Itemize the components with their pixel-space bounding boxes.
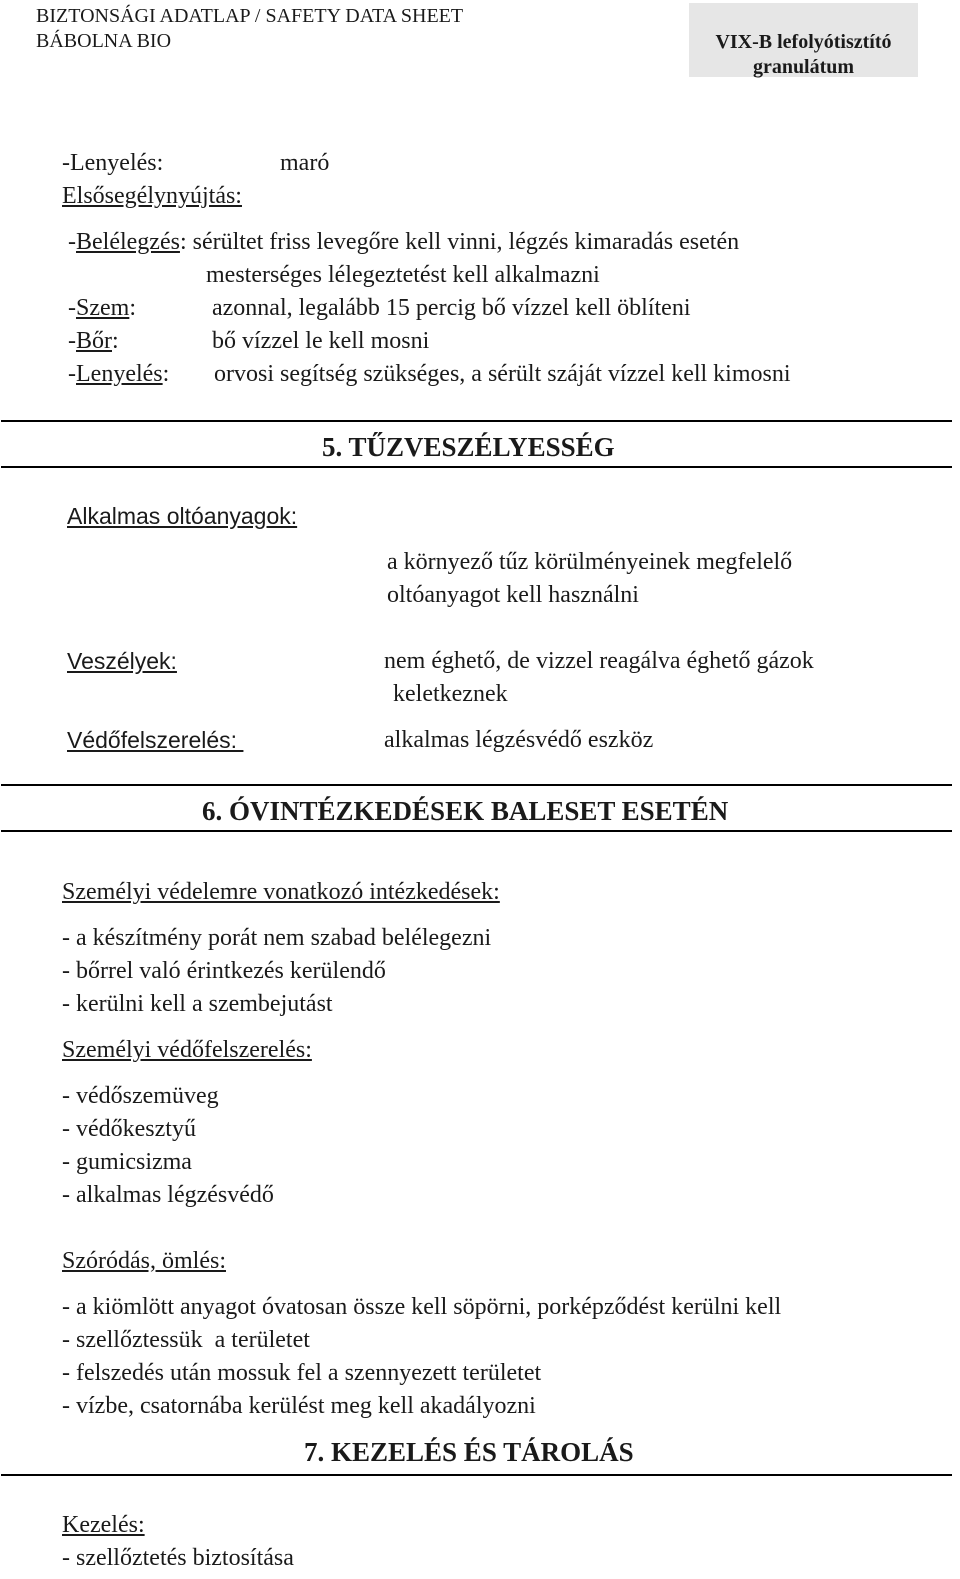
ingestion-label: -Lenyelés:: [62, 150, 164, 176]
ppe-label: Személyi védőfelszerelés:: [62, 1037, 312, 1063]
section-divider-bottom: [1, 830, 952, 832]
list-item: - alkalmas légzésvédő: [62, 1182, 274, 1208]
section-divider: [1, 1474, 952, 1476]
list-item: - felszedés után mossuk fel a szennyezett területet: [62, 1360, 542, 1386]
inhalation-prefix: -: [68, 229, 76, 255]
protection-value: alkalmas légzésvédő eszköz: [384, 727, 654, 753]
swallow-label-text: Lenyelés: [76, 361, 163, 387]
document-header-title: BIZTONSÁGI ADATLAP / SAFETY DATA SHEET: [36, 5, 464, 27]
protection-label: Védőfelszerelés:: [67, 727, 244, 753]
hazards-value-2: keletkeznek: [393, 681, 508, 707]
section-7-title: 7. KEZELÉS ÉS TÁROLÁS: [304, 1437, 634, 1467]
product-name-line1: VIX-B lefolyótisztító: [715, 31, 892, 53]
inhalation-label: Belélegzés: [76, 229, 180, 255]
eye-value: azonnal, legalább 15 percig bő vízzel kell öblíteni: [212, 295, 691, 321]
section-divider-bottom: [1, 466, 952, 468]
swallow-colon: :: [162, 361, 170, 387]
list-item: - szellőztessük a területet: [62, 1327, 310, 1353]
inhalation-value: : sérültet friss levegőre kell vinni, légzés kimaradás esetén: [179, 229, 740, 255]
spill-label: Szóródás, ömlés:: [62, 1248, 226, 1274]
inhalation-value-cont: mesterséges lélegeztetést kell alkalmazni: [206, 262, 600, 288]
eye-colon: :: [129, 295, 136, 321]
extinguishing-value-1: a környező tűz körülményeinek megfelelő: [387, 549, 793, 575]
section-6-title: 6. ÓVINTÉZKEDÉSEK BALESET ESETÉN: [202, 796, 729, 826]
swallow-prefix: -: [68, 361, 76, 387]
handling-label: Kezelés:: [62, 1512, 145, 1538]
first-aid-label: Elsősegélynyújtás:: [62, 183, 242, 209]
skin-value: bő vízzel le kell mosni: [212, 328, 430, 354]
eye-label: [68, 293, 136, 323]
list-item: - a készítmény porát nem szabad belélegezni: [62, 925, 492, 951]
list-item: - a kiömlött anyagot óvatosan össze kell söpörni, porképződést kerülni kell: [62, 1294, 782, 1320]
skin-colon: :: [112, 328, 119, 354]
list-item: - bőrrel való érintkezés kerülendő: [62, 958, 386, 984]
skin-label-text: Bőr: [76, 328, 112, 354]
swallow-label: [68, 359, 169, 389]
list-item: - védőszemüveg: [62, 1083, 219, 1109]
product-name-line2: granulátum: [752, 56, 855, 78]
ingestion-value: maró: [280, 150, 330, 176]
list-item: - vízbe, csatornába kerülést meg kell akadályozni: [62, 1393, 536, 1419]
extinguishing-value-2: oltóanyagot kell használni: [387, 582, 639, 608]
section-divider-top: [1, 420, 952, 422]
personal-measures-label: Személyi védelemre vonatkozó intézkedések:: [62, 879, 500, 905]
swallow-value: orvosi segítség szükséges, a sérült száját vízzel kell kimosni: [214, 361, 791, 387]
skin-prefix: -: [68, 328, 76, 354]
hazards-value-1: nem éghető, de vizzel reagálva éghető gázok: [384, 648, 814, 674]
list-item: - szellőztetés biztosítása: [62, 1545, 294, 1571]
company-name: BÁBOLNA BIO: [36, 30, 172, 52]
list-item: - védőkesztyű: [62, 1116, 196, 1142]
section-5-title: 5. TŰZVESZÉLYESSÉG: [322, 432, 615, 462]
eye-prefix: -: [68, 295, 76, 321]
product-name-box: [689, 3, 918, 77]
list-item: - gumicsizma: [62, 1149, 192, 1175]
inhalation-line: [68, 227, 739, 257]
eye-label-text: Szem: [76, 295, 130, 321]
skin-label: [68, 326, 119, 356]
hazards-label: Veszélyek:: [67, 648, 177, 674]
section-divider-top: [1, 784, 952, 786]
extinguishing-label: Alkalmas oltóanyagok:: [67, 503, 298, 529]
list-item: - kerülni kell a szembejutást: [62, 991, 333, 1017]
